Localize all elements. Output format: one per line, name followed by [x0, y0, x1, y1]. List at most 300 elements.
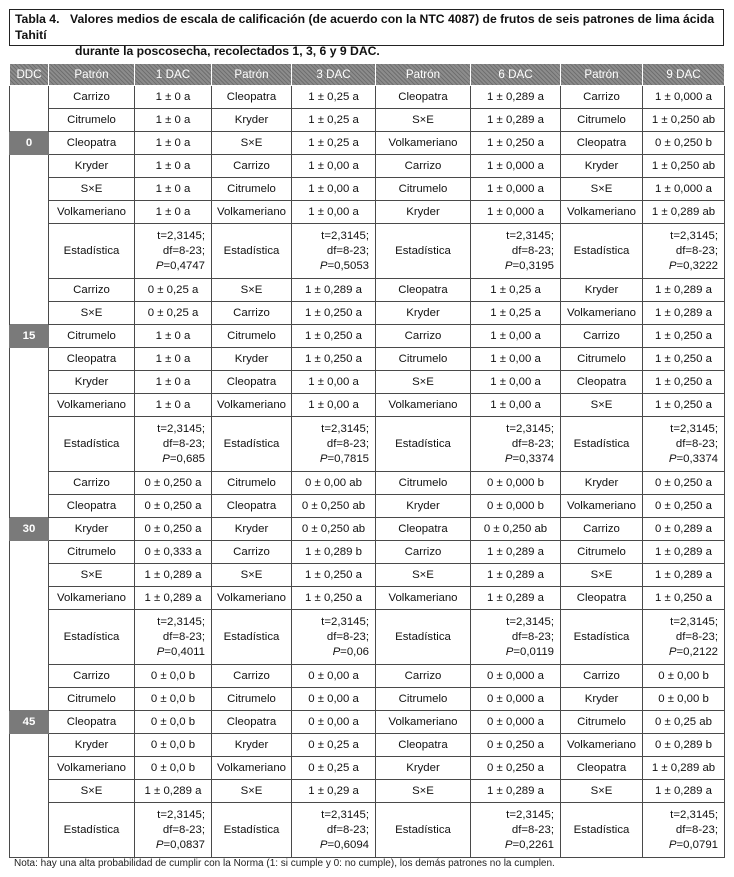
value-cell: 0 ± 0,333 a: [135, 541, 212, 564]
patron-cell: Cleopatra: [212, 711, 292, 734]
ddc-cell: [10, 757, 49, 780]
stats-values: [292, 417, 376, 472]
patron-cell: Citrumelo: [49, 109, 135, 132]
ddc-cell: [10, 541, 49, 564]
stats-label: Estadística: [561, 417, 643, 472]
table-row: [10, 734, 725, 757]
patron-cell: Kryder: [561, 688, 643, 711]
patron-cell: Cleopatra: [49, 132, 135, 155]
caption-label: Tabla 4.: [15, 12, 60, 26]
stats-row: [10, 224, 725, 279]
patron-cell: Cleopatra: [212, 371, 292, 394]
stats-label: Estadística: [376, 224, 471, 279]
table-row: [10, 371, 725, 394]
caption-line-1: [15, 11, 718, 43]
value-cell: 0 ± 0,25 a: [135, 302, 212, 325]
value-cell: 0 ± 0,00 a: [292, 711, 376, 734]
patron-cell: S×E: [212, 564, 292, 587]
table-row: [10, 132, 725, 155]
stats-values: [643, 417, 725, 472]
value-cell: 1 ± 0,289 a: [471, 587, 561, 610]
table-row: [10, 518, 725, 541]
patron-cell: Cleopatra: [376, 279, 471, 302]
value-cell: 1 ± 0,289 a: [471, 86, 561, 109]
patron-cell: Cleopatra: [212, 86, 292, 109]
patron-cell: Carrizo: [561, 665, 643, 688]
patron-cell: Cleopatra: [376, 734, 471, 757]
value-cell: 0 ± 0,00 ab: [292, 472, 376, 495]
value-cell: 1 ± 0,289 b: [292, 541, 376, 564]
value-cell: 0 ± 0,00 b: [643, 688, 725, 711]
stats-t: t=2,3145;: [670, 615, 718, 628]
patron-cell: Carrizo: [376, 155, 471, 178]
stats-df: df=8-23;: [326, 244, 369, 257]
stats-p: P=0,4747: [155, 259, 205, 272]
value-cell: 1 ± 0,000 a: [471, 155, 561, 178]
stats-label: Estadística: [49, 224, 135, 279]
header-1-dac: 1 DAC: [135, 64, 212, 86]
patron-cell: Cleopatra: [49, 348, 135, 371]
value-cell: 1 ± 0,289 a: [643, 279, 725, 302]
stats-values: [135, 803, 212, 858]
stats-values: [643, 803, 725, 858]
patron-cell: Citrumelo: [212, 688, 292, 711]
value-cell: 1 ± 0,25 a: [292, 132, 376, 155]
value-cell: 1 ± 0,250 a: [643, 325, 725, 348]
header-patron-3: Patrón: [212, 64, 292, 86]
value-cell: 1 ± 0,00 a: [471, 325, 561, 348]
patron-cell: Carrizo: [561, 86, 643, 109]
table-row: [10, 348, 725, 371]
stats-p: P=0,7815: [319, 452, 369, 465]
table-row: [10, 780, 725, 803]
value-cell: 1 ± 0,289 a: [471, 780, 561, 803]
stats-label: Estadística: [561, 803, 643, 858]
stats-label: Estadística: [376, 803, 471, 858]
header-6-dac: 6 DAC: [471, 64, 561, 86]
value-cell: 1 ± 0,250 a: [292, 325, 376, 348]
value-cell: 1 ± 0,00 a: [471, 394, 561, 417]
ddc-cell: [10, 417, 49, 472]
patron-cell: Cleopatra: [561, 371, 643, 394]
stats-t: t=2,3145;: [506, 615, 554, 628]
stats-values: [471, 610, 561, 665]
stats-values: [471, 803, 561, 858]
patron-cell: Carrizo: [376, 325, 471, 348]
patron-cell: Cleopatra: [561, 132, 643, 155]
stats-values: [135, 417, 212, 472]
stats-p: P=0,0119: [505, 645, 554, 658]
patron-cell: Carrizo: [49, 86, 135, 109]
value-cell: 1 ± 0,289 a: [471, 109, 561, 132]
patron-cell: S×E: [212, 279, 292, 302]
table-row: [10, 564, 725, 587]
patron-cell: Carrizo: [212, 665, 292, 688]
ddc-cell: [10, 224, 49, 279]
patron-cell: Carrizo: [561, 518, 643, 541]
ddc-cell: [10, 688, 49, 711]
patron-cell: S×E: [49, 780, 135, 803]
patron-cell: Volkameriano: [561, 734, 643, 757]
header-patron-1: Patrón: [49, 64, 135, 86]
patron-cell: S×E: [49, 178, 135, 201]
ddc-cell: [10, 564, 49, 587]
patron-cell: Citrumelo: [212, 472, 292, 495]
caption-text-1: Valores medios de escala de calificación (de acuerdo con la NTC 4087) de frutos de seis patrones de lima ácida Tahití: [15, 12, 715, 42]
value-cell: 1 ± 0,289 a: [135, 587, 212, 610]
stats-t: t=2,3145;: [506, 229, 554, 242]
patron-cell: Kryder: [561, 155, 643, 178]
value-cell: 1 ± 0,250 a: [643, 371, 725, 394]
value-cell: 1 ± 0,25 a: [471, 302, 561, 325]
patron-cell: Volkameriano: [561, 302, 643, 325]
value-cell: 1 ± 0,25 a: [292, 109, 376, 132]
table-row: [10, 109, 725, 132]
table-row: [10, 688, 725, 711]
value-cell: 1 ± 0,250 a: [292, 564, 376, 587]
ddc-cell: [10, 495, 49, 518]
stats-label: Estadística: [212, 610, 292, 665]
patron-cell: Carrizo: [212, 302, 292, 325]
patron-cell: Cleopatra: [376, 86, 471, 109]
patron-cell: Carrizo: [376, 665, 471, 688]
patron-cell: Citrumelo: [212, 178, 292, 201]
patron-cell: Kryder: [49, 155, 135, 178]
patron-cell: S×E: [376, 564, 471, 587]
stats-t: t=2,3145;: [321, 808, 369, 821]
patron-cell: Citrumelo: [561, 541, 643, 564]
ddc-cell: [10, 803, 49, 858]
value-cell: 0 ± 0,00 a: [292, 665, 376, 688]
patron-cell: Cleopatra: [376, 518, 471, 541]
ddc-cell: [10, 279, 49, 302]
patron-cell: S×E: [561, 780, 643, 803]
header-ddc: DDC: [10, 64, 49, 86]
value-cell: 1 ± 0,00 a: [471, 371, 561, 394]
value-cell: 1 ± 0,289 a: [643, 780, 725, 803]
value-cell: 0 ± 0,250 a: [643, 495, 725, 518]
ddc-cell: [10, 371, 49, 394]
stats-label: Estadística: [376, 417, 471, 472]
value-cell: 0 ± 0,250 a: [135, 495, 212, 518]
header-3-dac: 3 DAC: [292, 64, 376, 86]
table-row: [10, 302, 725, 325]
stats-values: [292, 224, 376, 279]
table-row: [10, 155, 725, 178]
value-cell: 0 ± 0,250 a: [643, 472, 725, 495]
stats-p: P=0,2122: [668, 645, 718, 658]
stats-df: df=8-23;: [511, 630, 554, 643]
stats-values: [292, 803, 376, 858]
stats-values: [643, 224, 725, 279]
stats-df: df=8-23;: [675, 630, 718, 643]
value-cell: 1 ± 0,289 a: [471, 541, 561, 564]
value-cell: 0 ± 0,289 a: [643, 518, 725, 541]
ddc-cell: [10, 734, 49, 757]
stats-p: P=0,3374: [668, 452, 718, 465]
ddc-label: 0: [10, 132, 49, 155]
patron-cell: Carrizo: [49, 472, 135, 495]
value-cell: 1 ± 0,289 a: [135, 564, 212, 587]
value-cell: 1 ± 0,000 a: [643, 86, 725, 109]
stats-t: t=2,3145;: [670, 229, 718, 242]
value-cell: 1 ± 0,00 a: [292, 394, 376, 417]
stats-df: df=8-23;: [675, 437, 718, 450]
stats-values: [135, 610, 212, 665]
value-cell: 0 ± 0,0 b: [135, 757, 212, 780]
value-cell: 1 ± 0,250 a: [643, 394, 725, 417]
patron-cell: S×E: [561, 564, 643, 587]
ddc-cell: [10, 665, 49, 688]
patron-cell: Citrumelo: [561, 711, 643, 734]
stats-p: P=0,3222: [668, 259, 718, 272]
stats-p: P=0,5053: [319, 259, 369, 272]
patron-cell: Volkameriano: [561, 495, 643, 518]
value-cell: 0 ± 0,25 ab: [643, 711, 725, 734]
patron-cell: Kryder: [49, 518, 135, 541]
ddc-cell: [10, 201, 49, 224]
patron-cell: Volkameriano: [376, 132, 471, 155]
patron-cell: Citrumelo: [376, 472, 471, 495]
value-cell: 1 ± 0 a: [135, 178, 212, 201]
stats-df: df=8-23;: [162, 244, 205, 257]
patron-cell: S×E: [561, 394, 643, 417]
value-cell: 0 ± 0,0 b: [135, 665, 212, 688]
value-cell: 1 ± 0,289 a: [643, 541, 725, 564]
patron-cell: Carrizo: [561, 325, 643, 348]
patron-cell: S×E: [49, 302, 135, 325]
value-cell: 0 ± 0,25 a: [292, 734, 376, 757]
value-cell: 0 ± 0,0 b: [135, 688, 212, 711]
stats-label: Estadística: [49, 610, 135, 665]
value-cell: 1 ± 0 a: [135, 155, 212, 178]
stats-t: t=2,3145;: [506, 422, 554, 435]
table-row: [10, 587, 725, 610]
stats-t: t=2,3145;: [157, 422, 205, 435]
value-cell: 1 ± 0 a: [135, 201, 212, 224]
value-cell: 0 ± 0,250 ab: [292, 518, 376, 541]
value-cell: 0 ± 0,00 a: [292, 688, 376, 711]
value-cell: 1 ± 0,289 a: [292, 279, 376, 302]
table-row: [10, 665, 725, 688]
patron-cell: S×E: [49, 564, 135, 587]
table-row: [10, 178, 725, 201]
value-cell: 1 ± 0 a: [135, 371, 212, 394]
stats-row: [10, 417, 725, 472]
value-cell: 0 ± 0,25 a: [135, 279, 212, 302]
patron-cell: Volkameriano: [376, 587, 471, 610]
patron-cell: Citrumelo: [376, 348, 471, 371]
ddc-label: 45: [10, 711, 49, 734]
patron-cell: Cleopatra: [212, 495, 292, 518]
value-cell: 0 ± 0,0 b: [135, 711, 212, 734]
value-cell: 1 ± 0 a: [135, 348, 212, 371]
patron-cell: S×E: [212, 132, 292, 155]
patron-cell: S×E: [561, 178, 643, 201]
value-cell: 1 ± 0 a: [135, 86, 212, 109]
header-row: [10, 64, 725, 86]
header-patron-9: Patrón: [561, 64, 643, 86]
stats-p: P=0,0791: [668, 838, 718, 851]
stats-t: t=2,3145;: [506, 808, 554, 821]
patron-cell: Citrumelo: [561, 348, 643, 371]
value-cell: 0 ± 0,000 a: [471, 688, 561, 711]
value-cell: 0 ± 0,250 a: [471, 734, 561, 757]
table-row: [10, 394, 725, 417]
stats-df: df=8-23;: [511, 823, 554, 836]
patron-cell: Kryder: [376, 495, 471, 518]
patron-cell: Carrizo: [376, 541, 471, 564]
ddc-cell: [10, 610, 49, 665]
ddc-cell: [10, 178, 49, 201]
patron-cell: Citrumelo: [376, 178, 471, 201]
stats-df: df=8-23;: [162, 437, 205, 450]
ddc-label: 30: [10, 518, 49, 541]
table-row: [10, 201, 725, 224]
value-cell: 1 ± 0 a: [135, 109, 212, 132]
patron-cell: Volkameriano: [212, 201, 292, 224]
stats-df: df=8-23;: [162, 630, 205, 643]
patron-cell: Volkameriano: [212, 587, 292, 610]
value-cell: 1 ± 0,250 ab: [643, 155, 725, 178]
stats-df: df=8-23;: [675, 244, 718, 257]
stats-t: t=2,3145;: [321, 615, 369, 628]
value-cell: 1 ± 0,250 a: [643, 348, 725, 371]
stats-label: Estadística: [561, 224, 643, 279]
stats-values: [471, 417, 561, 472]
stats-p: P=0,2261: [504, 838, 554, 851]
stats-p: P=0,6094: [319, 838, 369, 851]
stats-t: t=2,3145;: [321, 422, 369, 435]
stats-label: Estadística: [49, 417, 135, 472]
value-cell: 1 ± 0,250 a: [292, 348, 376, 371]
stats-values: [135, 224, 212, 279]
value-cell: 0 ± 0,000 a: [471, 665, 561, 688]
stats-df: df=8-23;: [675, 823, 718, 836]
value-cell: 0 ± 0,00 b: [643, 665, 725, 688]
patron-cell: Cleopatra: [561, 587, 643, 610]
stats-df: df=8-23;: [326, 437, 369, 450]
patron-cell: Citrumelo: [49, 325, 135, 348]
value-cell: 0 ± 0,250 a: [135, 518, 212, 541]
patron-cell: Volkameriano: [212, 757, 292, 780]
value-cell: 1 ± 0 a: [135, 132, 212, 155]
value-cell: 1 ± 0,289 a: [471, 564, 561, 587]
patron-cell: S×E: [376, 371, 471, 394]
value-cell: 1 ± 0,250 a: [292, 587, 376, 610]
stats-label: Estadística: [212, 224, 292, 279]
patron-cell: Citrumelo: [49, 541, 135, 564]
value-cell: 1 ± 0,289 a: [135, 780, 212, 803]
patron-cell: S×E: [376, 780, 471, 803]
table-row: [10, 757, 725, 780]
stats-df: df=8-23;: [162, 823, 205, 836]
patron-cell: Volkameriano: [376, 394, 471, 417]
patron-cell: Kryder: [376, 302, 471, 325]
value-cell: 1 ± 0,00 a: [292, 371, 376, 394]
caption-text-2: durante la poscosecha, recolectados 1, 3, 6 y 9 DAC.: [75, 44, 380, 58]
value-cell: 1 ± 0,000 a: [471, 201, 561, 224]
value-cell: 1 ± 0,00 a: [292, 201, 376, 224]
patron-cell: Volkameriano: [49, 394, 135, 417]
patron-cell: Citrumelo: [376, 688, 471, 711]
table-row: [10, 325, 725, 348]
footnote: Nota: hay una alta probabilidad de cumplir con la Norma (1: si cumple y 0: no cumple), los demás patrones no la cumplen.: [14, 858, 555, 869]
ddc-cell: [10, 394, 49, 417]
ddc-cell: [10, 302, 49, 325]
value-cell: 1 ± 0,250 a: [643, 587, 725, 610]
patron-cell: Carrizo: [49, 665, 135, 688]
stats-values: [471, 224, 561, 279]
results-table: [9, 63, 725, 858]
table-row: [10, 472, 725, 495]
value-cell: 0 ± 0,000 b: [471, 472, 561, 495]
table-row: [10, 279, 725, 302]
table-row: [10, 711, 725, 734]
patron-cell: Kryder: [561, 279, 643, 302]
stats-t: t=2,3145;: [670, 808, 718, 821]
patron-cell: Volkameriano: [49, 201, 135, 224]
patron-cell: Carrizo: [49, 279, 135, 302]
value-cell: 1 ± 0,289 a: [643, 302, 725, 325]
patron-cell: Citrumelo: [561, 109, 643, 132]
ddc-cell: [10, 780, 49, 803]
ddc-cell: [10, 109, 49, 132]
stats-row: [10, 610, 725, 665]
value-cell: 0 ± 0,250 a: [135, 472, 212, 495]
patron-cell: Cleopatra: [49, 495, 135, 518]
value-cell: 1 ± 0,00 a: [471, 348, 561, 371]
value-cell: 1 ± 0,000 a: [471, 178, 561, 201]
value-cell: 0 ± 0,000 a: [471, 711, 561, 734]
value-cell: 1 ± 0,00 a: [292, 178, 376, 201]
stats-df: df=8-23;: [511, 437, 554, 450]
ddc-cell: [10, 155, 49, 178]
value-cell: 1 ± 0,289 a: [643, 564, 725, 587]
patron-cell: Cleopatra: [561, 757, 643, 780]
ddc-cell: [10, 587, 49, 610]
ddc-cell: [10, 348, 49, 371]
patron-cell: Cleopatra: [49, 711, 135, 734]
patron-cell: Volkameriano: [49, 757, 135, 780]
stats-label: Estadística: [376, 610, 471, 665]
patron-cell: Volkameriano: [212, 394, 292, 417]
value-cell: 0 ± 0,289 b: [643, 734, 725, 757]
patron-cell: Kryder: [49, 371, 135, 394]
table-caption: [9, 9, 724, 58]
stats-p: P=0,06: [332, 645, 369, 658]
table-row: [10, 86, 725, 109]
stats-p: P=0,4011: [156, 645, 205, 658]
stats-p: P=0,0837: [155, 838, 205, 851]
stats-p: P=0,685: [162, 452, 205, 465]
value-cell: 1 ± 0,289 ab: [643, 201, 725, 224]
patron-cell: Volkameriano: [561, 201, 643, 224]
patron-cell: Kryder: [49, 734, 135, 757]
ddc-cell: [10, 86, 49, 109]
value-cell: 0 ± 0,250 b: [643, 132, 725, 155]
ddc-cell: [10, 472, 49, 495]
patron-cell: Kryder: [212, 734, 292, 757]
header-patron-6: Patrón: [376, 64, 471, 86]
patron-cell: Kryder: [212, 348, 292, 371]
stats-label: Estadística: [212, 417, 292, 472]
stats-df: df=8-23;: [326, 630, 369, 643]
value-cell: 0 ± 0,0 b: [135, 734, 212, 757]
patron-cell: Kryder: [376, 201, 471, 224]
value-cell: 1 ± 0 a: [135, 394, 212, 417]
value-cell: 0 ± 0,250 a: [471, 757, 561, 780]
